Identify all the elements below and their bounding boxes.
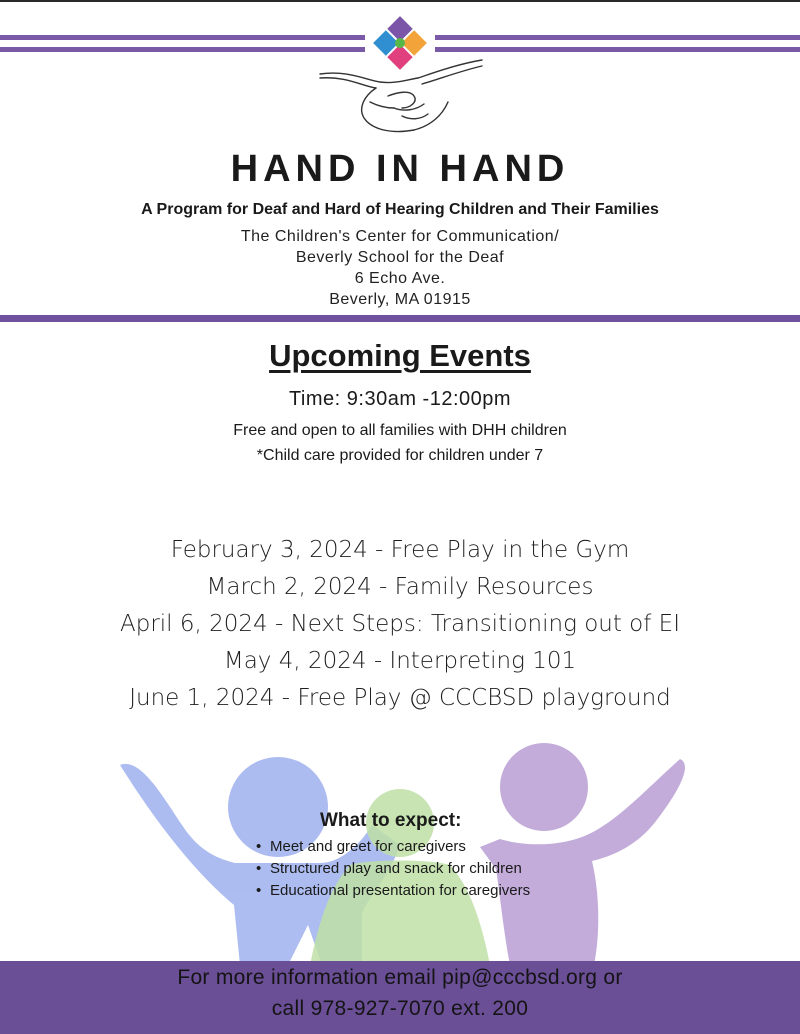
- event-item: April 6, 2024 - Next Steps: Transitioning out of EI: [120, 611, 680, 637]
- event-info: Free and open to all families with DHH children: [233, 422, 567, 439]
- top-border: [0, 0, 800, 2]
- program-subtitle: A Program for Deaf and Hard of Hearing Children and Their Families: [141, 201, 659, 218]
- event-time: Time: 9:30am -12:00pm: [288, 388, 512, 410]
- expect-list: [250, 836, 530, 902]
- event-item: June 1, 2024 - Free Play @ CCCBSD playground: [129, 685, 671, 711]
- event-item: February 3, 2024 - Free Play in the Gym: [170, 537, 630, 563]
- expect-item: • Educational presentation for caregivers: [250, 880, 530, 902]
- address-line: Beverly, MA 01915: [329, 291, 471, 308]
- expect-title: What to expect:: [320, 810, 462, 831]
- event-item: March 2, 2024 - Family Resources: [206, 574, 594, 600]
- hands-icon: [318, 58, 486, 140]
- address-line: Beverly School for the Deaf: [295, 249, 505, 266]
- event-info: *Child care provided for children under 7: [256, 447, 544, 464]
- expect-item: • Structured play and snack for children: [250, 858, 530, 880]
- footer-band: [0, 961, 800, 1034]
- footer-contact-line-2: call 978-927-7070 ext. 200: [271, 997, 529, 1020]
- program-title: HAND IN HAND: [230, 148, 570, 190]
- header-stripe-left-2: [0, 47, 365, 52]
- address-line: 6 Echo Ave.: [354, 270, 446, 287]
- section-divider: [0, 315, 800, 322]
- expect-item: • Meet and greet for caregivers: [250, 836, 530, 858]
- events-heading: Upcoming Events: [269, 338, 531, 373]
- header-stripe-right-1: [435, 35, 800, 40]
- address-line: The Children's Center for Communication/: [240, 228, 560, 245]
- header-stripe-right-2: [435, 47, 800, 52]
- event-item: May 4, 2024 - Interpreting 101: [223, 648, 577, 674]
- footer-contact-line-1: For more information email pip@cccbsd.org or: [177, 966, 623, 989]
- header-stripe-left-1: [0, 35, 365, 40]
